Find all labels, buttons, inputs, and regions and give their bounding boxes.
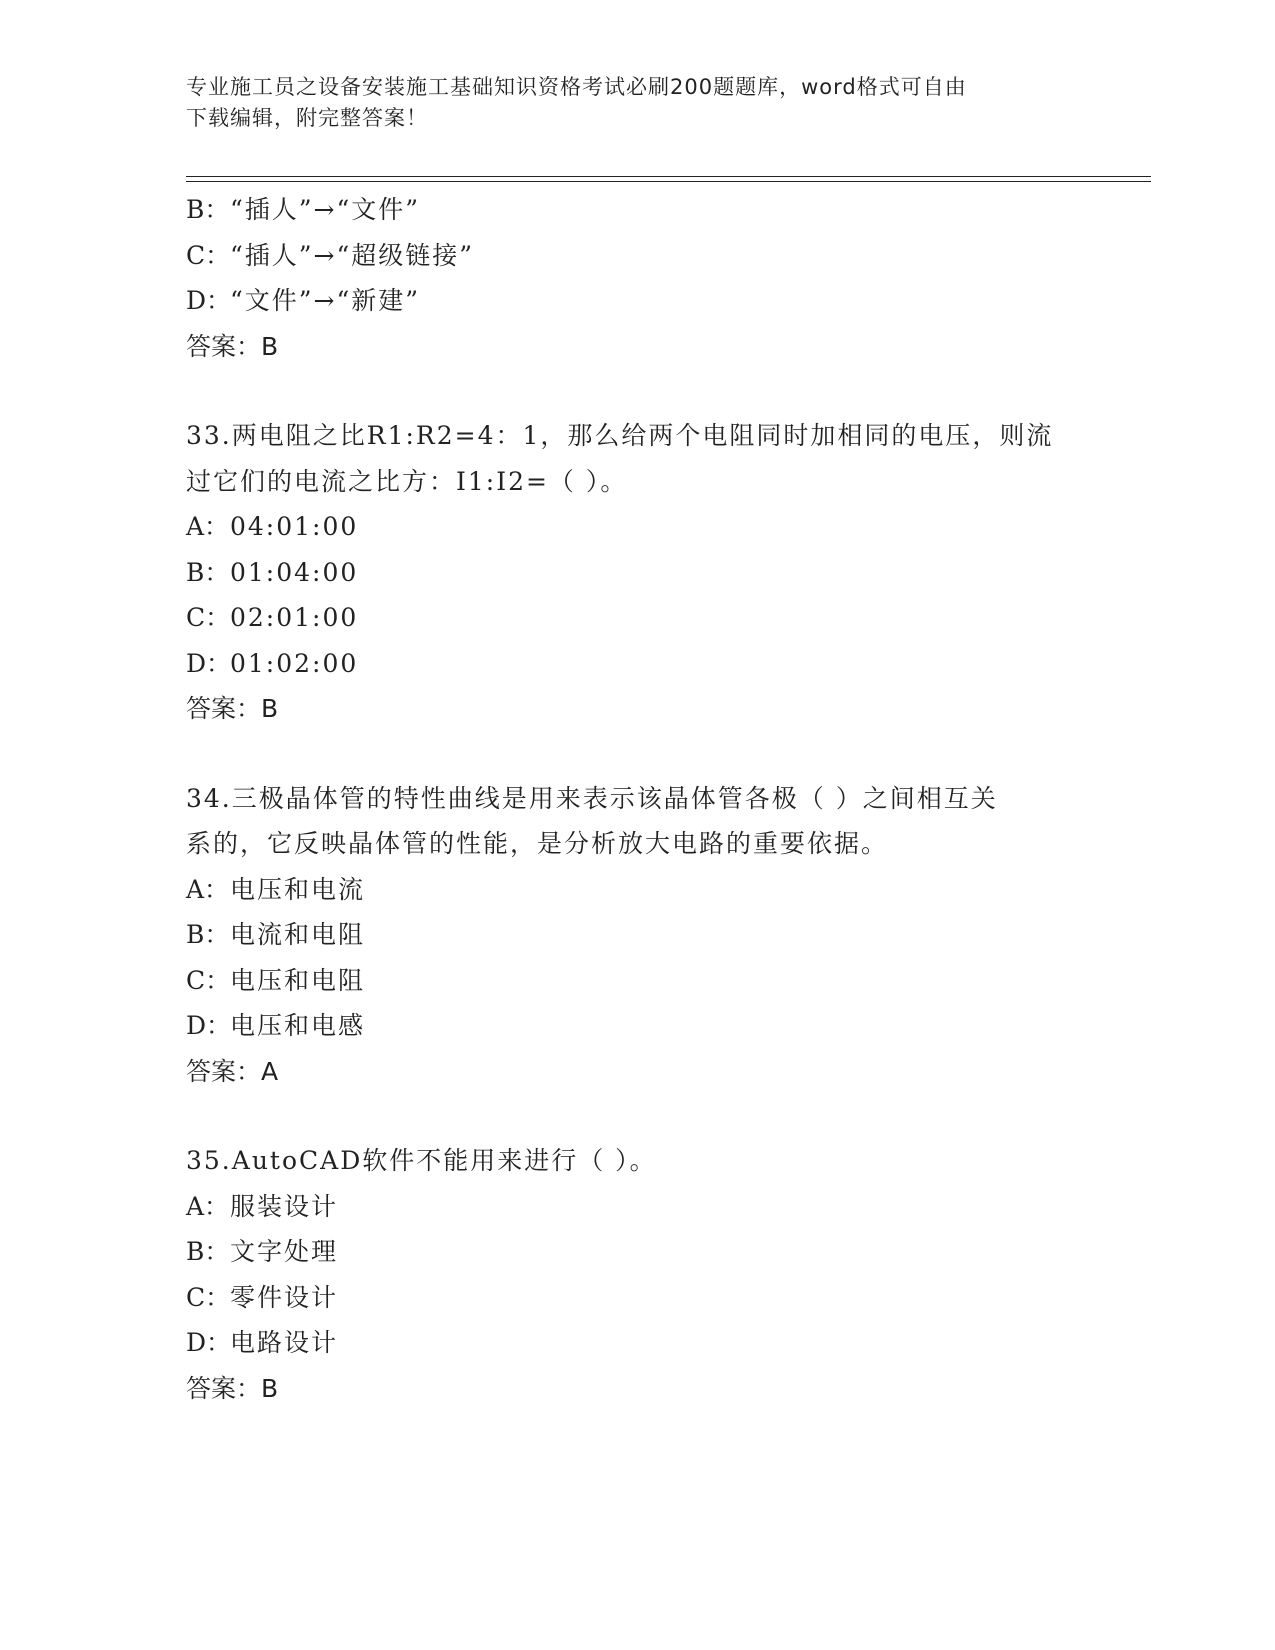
- option-c: [186, 233, 1086, 279]
- question-33: [186, 413, 1086, 732]
- option-a: [186, 1184, 1086, 1230]
- option-key: D：: [186, 1328, 232, 1357]
- option-text: 零件设计: [230, 1282, 339, 1312]
- option-d: [186, 278, 1086, 324]
- answer: 答案：A: [186, 1056, 279, 1086]
- question-text-line-1: 33.两电阻之比R1:R2=4：1，那么给两个电阻同时加相同的电压，则流: [186, 421, 1054, 450]
- option-b: [186, 187, 1086, 233]
- option-d: [186, 1003, 1086, 1049]
- option-c: [186, 958, 1086, 1004]
- option-text: 电压和电流: [230, 874, 366, 904]
- option-text: “插人”→“超级链接”: [230, 240, 475, 270]
- option-key: A：: [186, 1191, 230, 1221]
- option-text: 电压和电感: [230, 1011, 366, 1040]
- option-d: [186, 641, 1086, 687]
- question-text-line-1: 35.AutoCAD软件不能用来进行（ ）。: [186, 1146, 657, 1175]
- option-key: B：: [186, 195, 230, 224]
- header-rule-top: [186, 176, 1151, 177]
- header-line-1: 专业施工员之设备安装施工基础知识资格考试必刷200题题库，word格式可自由: [186, 75, 967, 99]
- option-b: [186, 1229, 1086, 1275]
- option-key: B：: [186, 920, 230, 949]
- question-text-line-2: 过它们的电流之比方：I1:I2=（ ）。: [186, 466, 628, 496]
- answer: 答案：B: [186, 694, 279, 723]
- question-text-line-1: 34.三极晶体管的特性曲线是用来表示该晶体管各极（ ）之间相互关: [186, 783, 998, 813]
- option-b: [186, 550, 1086, 596]
- option-key: C：: [186, 603, 231, 632]
- option-c: [186, 1275, 1086, 1321]
- option-key: A：: [186, 512, 230, 541]
- option-key: D：: [186, 286, 232, 315]
- header-line-2: 下载编辑，附完整答案！: [186, 106, 428, 130]
- answer: 答案：B: [186, 331, 279, 361]
- option-key: D：: [186, 1011, 232, 1040]
- option-text: 电压和电阻: [230, 965, 366, 995]
- continued-question: [186, 187, 1086, 369]
- option-b: [186, 912, 1086, 958]
- option-text: 04:01:00: [230, 512, 359, 541]
- option-text: 服装设计: [230, 1191, 339, 1221]
- option-text: 02:01:00: [230, 603, 359, 632]
- header-rule-bottom: [186, 181, 1151, 182]
- option-text: 电流和电阻: [230, 920, 366, 949]
- document-content: [186, 187, 1086, 1411]
- option-key: C：: [186, 240, 231, 270]
- question-text-line-2: 系的，它反映晶体管的性能，是分析放大电路的重要依据。: [186, 829, 889, 858]
- option-key: C：: [186, 1282, 231, 1312]
- option-text: 01:02:00: [230, 648, 359, 678]
- page-header: [186, 72, 1086, 134]
- option-key: B：: [186, 1237, 230, 1266]
- question-35: [186, 1138, 1086, 1411]
- option-text: 01:04:00: [230, 557, 359, 587]
- option-key: D：: [186, 648, 232, 678]
- option-d: [186, 1320, 1086, 1366]
- option-c: [186, 595, 1086, 641]
- answer: 答案：B: [186, 1373, 279, 1403]
- option-text: 文字处理: [230, 1237, 339, 1266]
- option-key: C：: [186, 965, 231, 995]
- question-34: [186, 776, 1086, 1095]
- option-text: “文件”→“新建”: [230, 286, 421, 315]
- option-a: [186, 867, 1086, 913]
- option-key: B：: [186, 557, 230, 587]
- option-text: 电路设计: [230, 1328, 339, 1357]
- option-text: “插人”→“文件”: [230, 195, 421, 224]
- option-a: [186, 504, 1086, 550]
- option-key: A：: [186, 874, 230, 904]
